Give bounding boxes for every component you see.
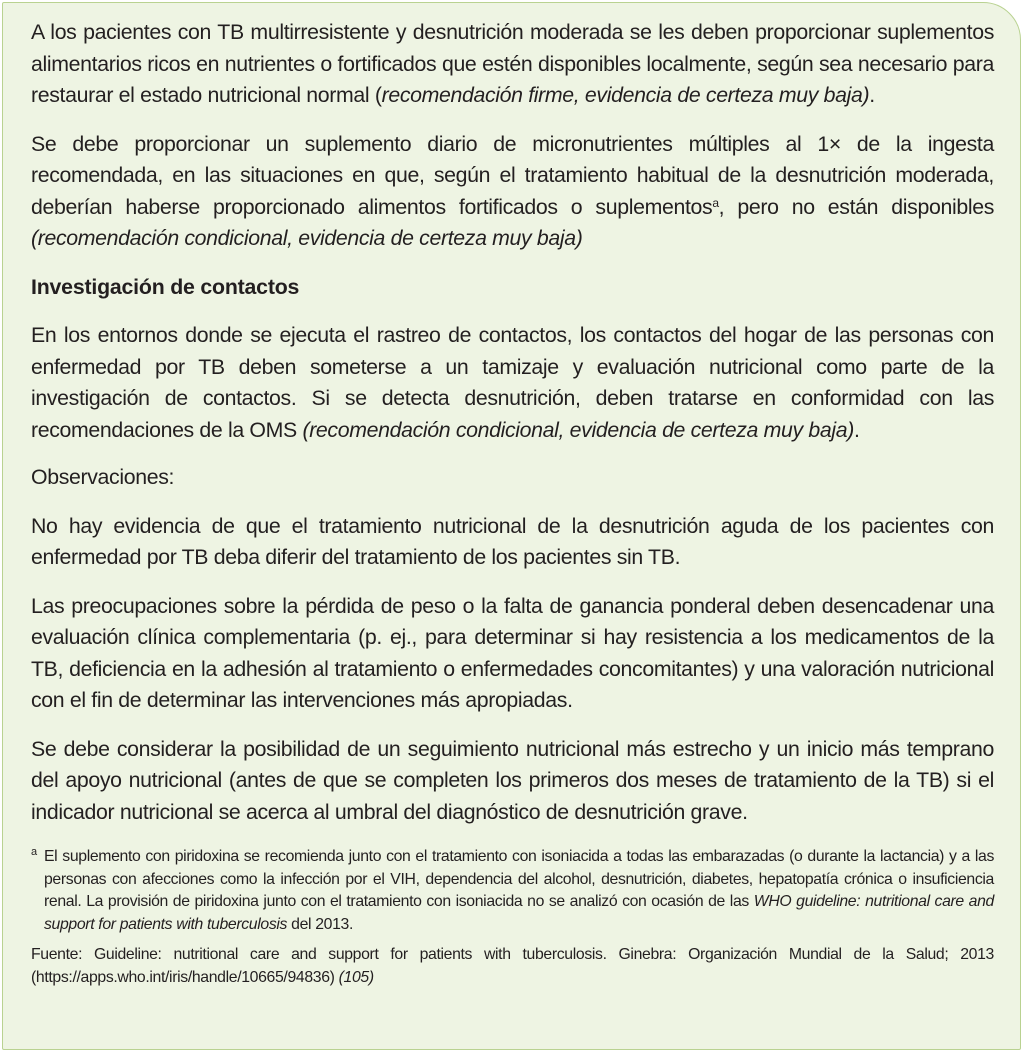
paragraph-micronutrientes: Se debe proporcionar un suplemento diario de micronutrientes múltiples al 1× de la ingesta recomendada, en las situaciones en que, según el tratamiento habitual de la desnutrición moderada, deberían haberse proporcionado alimentos fortificados o suplementos$^a$, pero no están disponibles (recomendación condicional, evidencia de certeza muy baja) — [31, 131, 994, 250]
observaciones-label: Observaciones: — [31, 465, 175, 489]
footnote-mark: a — [31, 846, 37, 858]
paragraph-contactos: En los entornos donde se ejecuta el rastreo de contactos, los contactos del hogar de las personas con enfermedad por TB deben someterse a un tamizaje y evaluación nutricional como parte de la investigación de contactos. Si se detecta desnutrición, deben tratarse en conformidad con las recomendaciones de la OMS (recomendación condicional, evidencia de certeza muy baja). — [31, 323, 994, 442]
recommendation-box — [2, 2, 1021, 1050]
footnote: a El suplemento con piridoxina se recomienda junto con el tratamiento con isoniacida a todas las embarazadas (o durante la lactancia) y a las personas con afecciones como la infección por el VIH, dependencia del alcohol, desnutrición, diabetes, hepatopatía crónica o insuficiencia renal. La provisión de piridoxina junto con el tratamiento con isoniacida no se analizó con ocasión de las WHO guideline: nutritional care and support for patients with tuberculosis del 2013. — [31, 846, 994, 933]
paragraph-evidencia: No hay evidencia de que el tratamiento nutricional de la desnutrición aguda de los pacientes con enfermedad por TB deba diferir del tratamiento de los pacientes sin TB. — [31, 513, 994, 569]
paragraph-seguimiento: Se debe considerar la posibilidad de un seguimiento nutricional más estrecho y un inicio más temprano del apoyo nutricional (antes de que se completen los primeros dos meses de tratamiento de la TB) si el indicador nutricional se acerca al umbral del diagnóstico de desnutrición grave. — [31, 736, 994, 824]
source-citation: Fuente: Guideline: nutritional care and support for patients with tuberculosis. Ginebra: Organización Mundial de la Salud; 2013 (https://apps.who.int/iris/handle/10665/94836) (105) — [31, 946, 994, 986]
footnote-reference: a — [712, 195, 719, 210]
paragraph-multirresistente: A los pacientes con TB multirresistente y desnutrición moderada se les deben proporcionar suplementos alimentarios ricos en nutrientes o fortificados que estén disponibles localmente, según sea necesario para restaurar el estado nutricional normal (recomendación firme, evidencia de certeza muy baja). — [31, 20, 994, 107]
paragraph-preocupaciones: Las preocupaciones sobre la pérdida de peso o la falta de ganancia ponderal deben desencadenar una evaluación clínica complementaria (p. ej., para determinar si hay resistencia a los medicamentos de la TB, deficiencia en la adhesión al tratamiento o enfermedades concomitantes) y una valoración nutricional con el fin de determinar las intervenciones más apropiadas. — [31, 593, 994, 712]
section-heading: Investigación de contactos — [31, 274, 300, 299]
